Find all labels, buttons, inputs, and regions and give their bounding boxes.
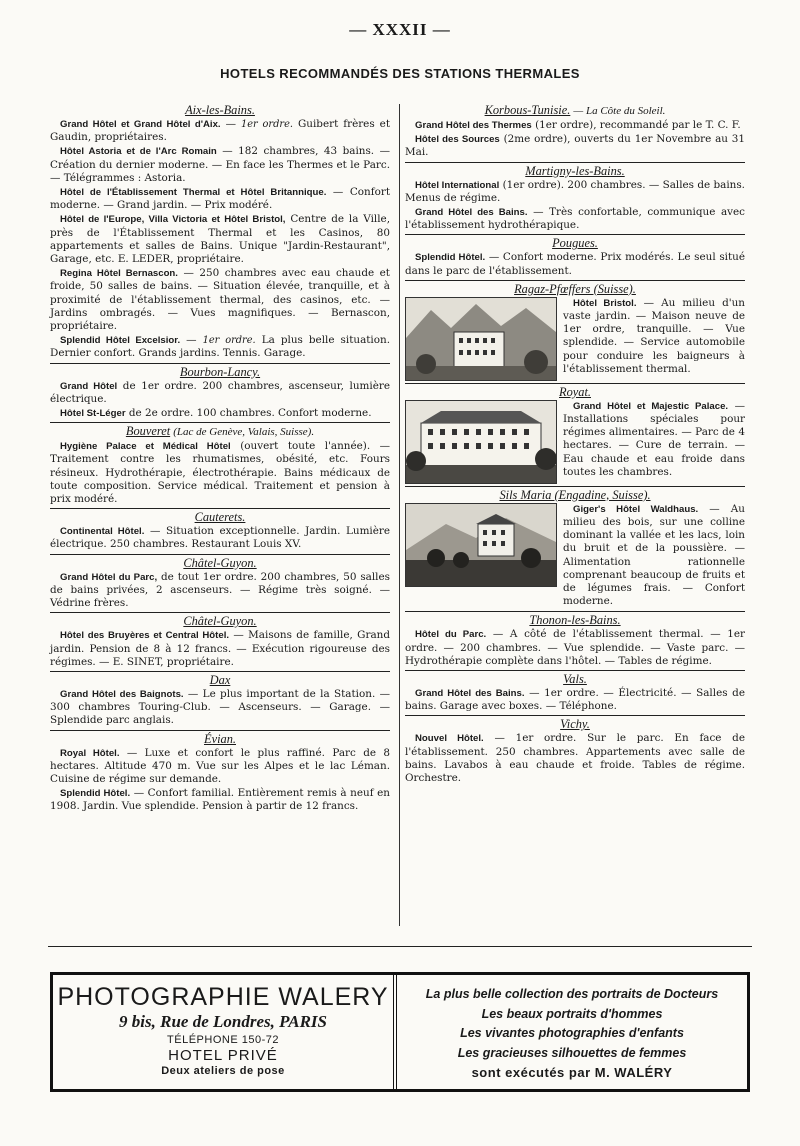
hotel-name: Splendid Hôtel Excelsior. [60, 335, 181, 347]
town-section [50, 612, 390, 669]
bottom-rule [48, 946, 752, 947]
hotel-name: Hôtel du Parc. [415, 629, 487, 641]
town-name: Châtel-Guyon. [183, 555, 257, 570]
hotel-entry [405, 732, 745, 785]
hotel-description: — Au milieu d'un vaste jardin. — Maison neuve de 1er ordre, tranquille. — Vue splendide. — Service automobile pour conduire les baigneurs à l'établissement thermal. [563, 296, 746, 375]
hotel-figure-text [563, 503, 745, 610]
hotel-description: (1er ordre), recommandé par le T. C. F. [531, 119, 741, 131]
hotel-description: — Installations spéciales pour régimes alimentaires. — Parc de 4 hectares. — Cure de terrain. — Eau chaude et eau froide dans toutes les chambres. [563, 399, 745, 478]
hotel-entry [405, 119, 745, 132]
hotel-description: — Luxe et confort le plus raffiné. Parc de 8 hectares. Altitude 470 m. Vue sur les Alpes et le lac Léman. Cuisine de régime sur demande. [50, 746, 390, 785]
page-title: HOTELS RECOMMANDÉS DES STATIONS THERMALES [220, 66, 580, 81]
hotel-description: — Confort moderne. Prix modérés. Le seul situé dans le parc de l'établissement. [405, 251, 746, 277]
hotel-entry [563, 503, 745, 609]
ad-address: 9 bis, Rue de Londres, PARIS [119, 1012, 327, 1031]
hotel-entry [50, 440, 390, 506]
town-name: Martigny-les-Bains. [525, 163, 625, 178]
hotel-entry [50, 747, 390, 787]
town-section [405, 162, 745, 233]
hotel-rank: 1er ordre. [241, 119, 293, 130]
hotel-name: Splendid Hôtel. [60, 788, 131, 800]
hotel-name: Giger's Hôtel Waldhaus. [573, 503, 699, 515]
left-column [50, 102, 390, 816]
town-heading [50, 365, 390, 380]
hotel-name: Hôtel de l'Établissement Thermal et Hôtel Britannique. [60, 187, 327, 199]
hotel-photo [405, 503, 557, 587]
hotel-entry [405, 133, 745, 159]
town-section [50, 554, 390, 611]
hotel-name: Hôtel de l'Europe, Villa Victoria et Hôtel Bristol, [60, 214, 286, 226]
hotel-name: Grand Hôtel des Thermes [415, 120, 532, 131]
town-heading [405, 164, 745, 179]
page-number: — XXXII — [349, 20, 451, 39]
town-name: Sils Maria (Engadine, Suisse). [499, 487, 651, 502]
hotel-name: Hôtel des Sources [415, 134, 500, 146]
hotel-figure-text [563, 297, 745, 381]
town-name: Dax [209, 672, 231, 687]
hotel-name: Grand Hôtel et Grand Hôtel d'Aix. [60, 119, 221, 130]
town-name: Châtel-Guyon. [183, 614, 257, 629]
town-heading [405, 613, 745, 628]
ad-line: Les beaux portraits d'hommes [481, 1006, 663, 1021]
hotel-description: — Le plus important de la Station. — 300 chambres Touring-Club. — Ascenseurs. — Garage. — Splendide parc anglais. [50, 687, 390, 727]
town-section [405, 383, 745, 484]
hotel-entry [50, 629, 390, 669]
ad-line: La plus belle collection des portraits de Docteurs [425, 987, 719, 1001]
hotel-name: Grand Hôtel et Majestic Palace. [573, 400, 729, 412]
hotel-description: Guibert frères et Gaudin, propriétaires. [50, 118, 390, 144]
hotel-entry [563, 400, 745, 479]
hotel-rank: 1er ordre. [202, 335, 256, 347]
town-section [405, 670, 745, 713]
hotel-entry [50, 407, 390, 420]
town-heading [405, 488, 745, 503]
hotel-figure-row [405, 400, 745, 484]
ad-studio-name: PHOTOGRAPHIE WALERY [57, 983, 389, 1011]
ad-hotel-prive: HOTEL PRIVÉ [168, 1047, 278, 1064]
hotel-name: Hôtel Bristol. [573, 297, 637, 309]
hotel-entry [50, 380, 390, 406]
hotel-entry [50, 145, 390, 185]
town-name: Vichy. [560, 717, 590, 732]
ad-slogans [397, 975, 747, 1089]
hotel-figure-text [563, 400, 745, 484]
hotel-description: — 250 chambres avec eau chaude et froide, 50 salles de bains. — Situation élevée, tranquille, et à proximité de l'établissement thermal, des casinos, etc. — Jardins ombragés. — Vues magnifiques. — Bernascon, propriétaire. [50, 267, 390, 333]
right-column [405, 102, 745, 787]
town-heading [405, 385, 745, 400]
hotel-entry [50, 688, 390, 728]
hotel-entry [50, 186, 390, 212]
hotel-name: Grand Hôtel des Baignots. [60, 688, 184, 700]
hotel-figure-row [405, 503, 745, 610]
town-note: (Lac de Genève, Valais, Suisse). [173, 426, 315, 439]
hotel-entry [50, 213, 390, 266]
hotel-description: — 1er ordre. Sur le parc. En face de l'établissement. 250 chambres. Appartements avec salle de bains. Lavabos à eau chaude et froide. Tables de régime. Orchestre. [405, 732, 745, 785]
hotel-entry: Grand Hôtel et Grand Hôtel d'Aix. — 1er ordre. Guibert frères et Gaudin, propriétaires. [50, 118, 390, 144]
town-section [405, 611, 745, 668]
town-name: Korbous-Tunisie. [484, 103, 571, 117]
hotel-description: (1er ordre). 200 chambres. — Salles de bains. Menus de régime. [405, 178, 745, 204]
town-section [50, 422, 390, 506]
hotel-entry [50, 525, 390, 551]
town-section [405, 280, 745, 381]
hotel-entry [405, 251, 745, 277]
hotel-name: Grand Hôtel des Bains. [415, 688, 525, 700]
town-name: Aix-les-Bains. [185, 103, 255, 117]
hotel-name: Nouvel Hôtel. [415, 733, 484, 745]
hotel-description: — Maisons de famille, Grand jardin. Pension de 8 à 12 francs. — Exécution rigoureuse des régimes. — E. SINET, propriétaire. [50, 629, 390, 668]
town-section [405, 715, 745, 785]
town-section [50, 508, 390, 551]
hotel-name: Continental Hôtel. [60, 526, 145, 538]
hotel-photo [405, 400, 557, 484]
town-heading [405, 282, 745, 297]
hotel-name: Hôtel International [415, 179, 500, 191]
hotel-entry [405, 687, 745, 713]
hotel-name: Grand Hôtel du Parc, [60, 571, 158, 583]
hotel-entry [405, 206, 745, 232]
town-heading [405, 717, 745, 732]
hotel-photo [405, 297, 557, 381]
hotel-description: — Au milieu des bois, sur une colline dominant la vallée et les lacs, loin du bruit et de la poussière. — Alimentation rationnelle comprenant beaucoup de fruits et de légumes frais. — Confort moderne. [563, 502, 745, 608]
town-heading [50, 673, 390, 688]
hotel-description: — 182 chambres, 43 bains. — Création du dernier moderne. — En face les Thermes et le Parc. — Télégrammes : Astoria. [50, 145, 390, 184]
town-note: — La Côte du Soleil. [573, 105, 666, 117]
town-name: Cauterets. [194, 510, 246, 525]
hotel-name: Hygiène Palace et Médical Hôtel [60, 441, 231, 453]
hotel-description: de 1er ordre. 200 chambres, ascenseur, lumière électrique. [50, 379, 390, 405]
town-section [50, 363, 390, 421]
town-heading [50, 424, 390, 440]
hotel-name: Splendid Hôtel. [415, 252, 486, 264]
ad-studio-block [53, 975, 397, 1089]
photographie-walery-advertisement [50, 972, 750, 1092]
hotel-entry: Splendid Hôtel Excelsior. — 1er ordre. La plus belle situation. Dernier confort. Grands jardins. Tennis. Garage. [50, 334, 391, 360]
town-name: Évian. [204, 731, 236, 746]
town-heading [50, 103, 390, 118]
town-name: Bouveret [125, 424, 171, 439]
town-section [50, 671, 390, 728]
hotel-entry [405, 179, 745, 205]
hotel-name: Grand Hôtel [60, 380, 118, 392]
hotel-name: Grand Hôtel des Bains. [415, 207, 528, 219]
town-heading [50, 732, 390, 747]
hotel-name: Royal Hôtel. [60, 747, 120, 759]
hotel-entry [405, 628, 745, 668]
town-section [405, 486, 745, 610]
town-name: Pougues. [552, 236, 598, 251]
hotel-name: Hôtel St-Léger [60, 408, 126, 420]
hotel-description: — Confort moderne. — Grand jardin. — Prix modéré. [50, 186, 390, 212]
town-section [405, 102, 745, 160]
hotel-description: de tout 1er ordre. 200 chambres, 50 salles de bains privées, 2 ascenseurs. — Régime très soigné. — Védrine frères. [50, 570, 390, 610]
hotel-name: Regina Hôtel Bernascon. [60, 268, 178, 280]
hotel-name: Hôtel des Bruyères et Central Hôtel. [60, 630, 230, 642]
hotel-description: Centre de la Ville, près de l'Établissement Thermal et les Casinos, 80 appartements et salles de Bains. Unique "Jardin-Restaurant", Garage, etc. E. LEDER, propriétaire. [50, 213, 391, 266]
town-heading [50, 556, 390, 571]
town-heading [50, 614, 390, 629]
hotel-figure-row [405, 297, 745, 381]
hotel-name: Hôtel Astoria et de l'Arc Romain [60, 146, 217, 158]
hotel-entry [50, 571, 390, 611]
ad-line: Les gracieuses silhouettes de femmes [457, 1045, 687, 1060]
column-divider [399, 104, 400, 926]
town-name: Bourbon-Lancy. [179, 364, 261, 379]
hotel-description: La plus belle situation. Dernier confort. Grands jardins. Tennis. Garage. [50, 334, 391, 360]
town-section [405, 234, 745, 277]
hotel-description: de 2e ordre. 100 chambres. Confort moderne. [125, 407, 372, 420]
hotel-description: (2me ordre), ouverts du 1er Novembre au 31 Mai. [405, 133, 745, 159]
hotel-entry [50, 267, 390, 333]
ad-studios: Deux ateliers de pose [161, 1065, 285, 1077]
hotel-entry [563, 297, 745, 376]
town-name: Vals. [563, 672, 587, 687]
town-name: Royat. [559, 384, 591, 399]
hotel-description: — Confort familial. Entièrement remis à neuf en 1908. Jardin. Vue splendide. Pension à partir de 12 francs. [50, 787, 390, 813]
hotel-description: — Situation exceptionnelle. Jardin. Lumière électrique. 250 chambres. Restaurant Louis XV. [50, 525, 391, 551]
ad-closing: sont exécutés par M. WALÉRY [471, 1065, 673, 1080]
town-heading [50, 510, 390, 525]
hotel-description: — Très confortable, communique avec l'établissement hydrothérapique. [405, 206, 745, 232]
hotel-entry [50, 787, 390, 813]
hotel-description: (ouvert toute l'année). — Traitement contre les rhumatismes, obésité, etc. Fours résineux. Hydrothérapie, électrothérapie. Bains médicaux de toute composition. Service médical. Traitement et pension à prix modéré. [50, 440, 390, 506]
town-name: Thonon-les-Bains. [529, 613, 621, 628]
hotel-description: — A côté de l'établissement thermal. — 1er ordre. — 200 chambres. — Vue splendide. — Vaste parc. — Hydrothérapie complète dans l'hôtel. — Tables de régime. [405, 628, 745, 667]
town-section [50, 102, 390, 361]
town-section [50, 730, 390, 814]
ad-line: Les vivantes photographies d'enfants [460, 1026, 684, 1040]
ad-phone: TÉLÉPHONE 150-72 [167, 1034, 279, 1046]
town-heading [405, 236, 745, 251]
town-heading [405, 103, 745, 119]
town-heading [405, 672, 745, 687]
town-name: Ragaz-Pfœffers (Suisse). [514, 281, 636, 296]
hotel-description: — 1er ordre. — Électricité. — Salles de bains. Garage avec boxes. — Téléphone. [405, 687, 745, 713]
